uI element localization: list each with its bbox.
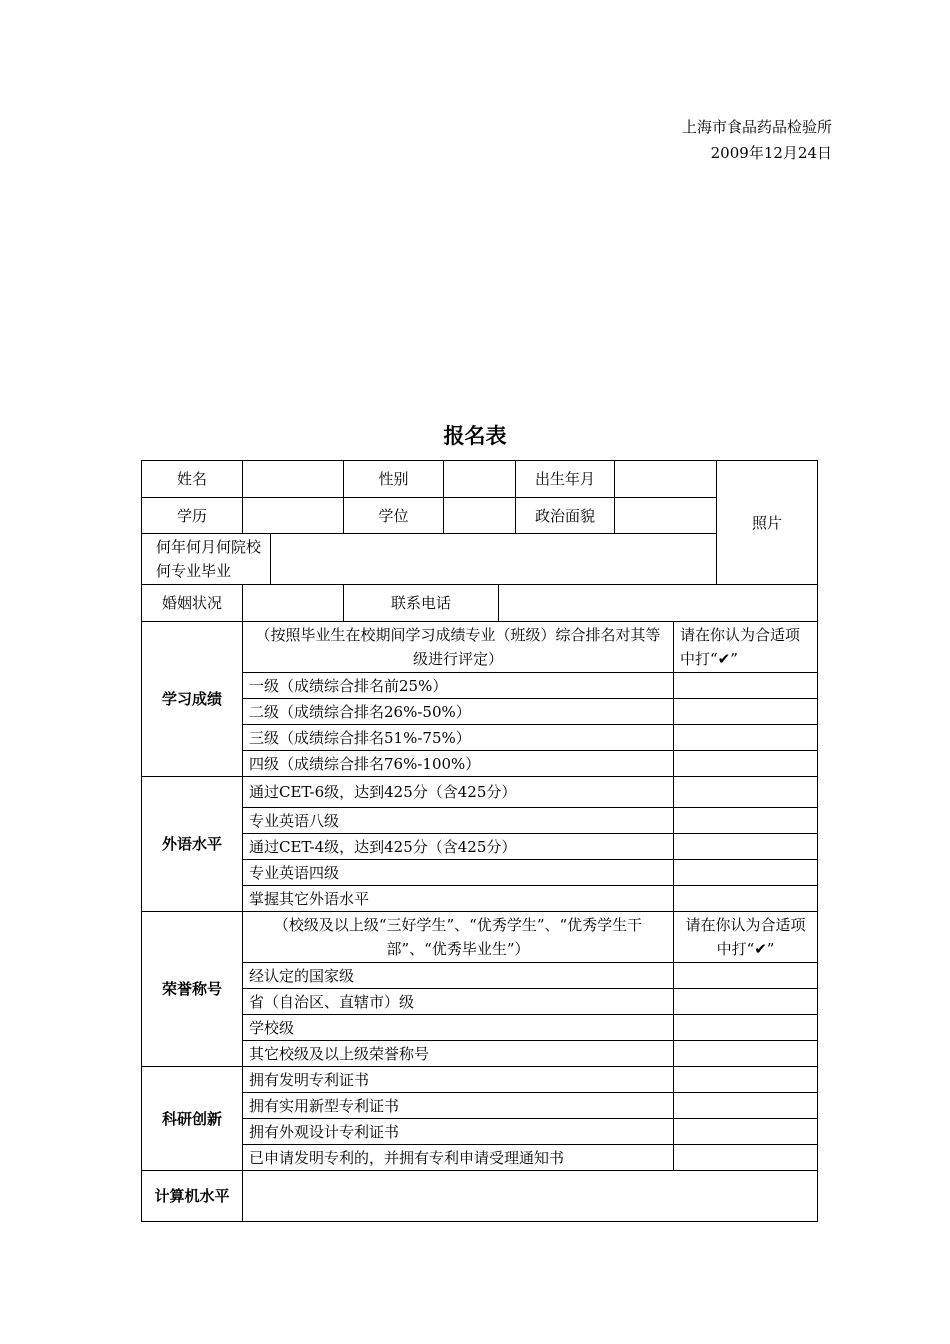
language-check-cell[interactable] — [674, 886, 818, 912]
name-field[interactable] — [243, 461, 344, 498]
graduation-label: 何年何月何院校何专业毕业 — [142, 534, 271, 585]
honor-check-header: 请在你认为合适项中打“✔” — [674, 912, 818, 963]
honor-row — [142, 989, 818, 1015]
degree-field[interactable] — [444, 498, 516, 534]
birth-field[interactable] — [615, 461, 717, 498]
document-header — [682, 114, 832, 166]
language-check-cell[interactable] — [674, 777, 818, 808]
basic-row-2 — [142, 498, 818, 534]
basic-row-3 — [142, 534, 818, 585]
language-row — [142, 886, 818, 912]
language-item: 专业英语四级 — [243, 860, 674, 886]
language-check-cell[interactable] — [674, 834, 818, 860]
basic-row-4 — [142, 585, 818, 622]
research-check-cell[interactable] — [674, 1119, 818, 1145]
language-row — [142, 834, 818, 860]
academic-item: 三级（成绩综合排名51%-75%） — [243, 725, 674, 751]
honor-item: 其它校级及以上级荣誉称号 — [243, 1041, 674, 1067]
basic-row-1 — [142, 461, 818, 498]
marital-field[interactable] — [243, 585, 344, 622]
academic-check-cell[interactable] — [674, 751, 818, 777]
honor-item: 学校级 — [243, 1015, 674, 1041]
honor-header-row — [142, 912, 818, 963]
graduation-field[interactable] — [271, 534, 717, 585]
honor-row — [142, 1041, 818, 1067]
academic-row — [142, 725, 818, 751]
academic-row — [142, 751, 818, 777]
honor-item: 经认定的国家级 — [243, 963, 674, 989]
academic-header-row — [142, 622, 818, 673]
research-item: 已申请发明专利的，并拥有专利申请受理通知书 — [243, 1145, 674, 1171]
research-item: 拥有实用新型专利证书 — [243, 1093, 674, 1119]
honor-check-cell[interactable] — [674, 1041, 818, 1067]
computer-label: 计算机水平 — [142, 1171, 243, 1222]
name-label: 姓名 — [142, 461, 243, 498]
academic-check-header: 请在你认为合适项中打“✔” — [674, 622, 818, 673]
research-check-cell[interactable] — [674, 1093, 818, 1119]
computer-row — [142, 1171, 818, 1222]
academic-label: 学习成绩 — [142, 622, 243, 777]
research-item: 拥有外观设计专利证书 — [243, 1119, 674, 1145]
language-item: 专业英语八级 — [243, 808, 674, 834]
academic-item: 二级（成绩综合排名26%-50%） — [243, 699, 674, 725]
language-row — [142, 777, 818, 808]
gender-field[interactable] — [444, 461, 516, 498]
research-row — [142, 1067, 818, 1093]
academic-row — [142, 673, 818, 699]
education-label: 学历 — [142, 498, 243, 534]
academic-row — [142, 699, 818, 725]
language-row — [142, 808, 818, 834]
document-date: 2009年12月24日 — [710, 144, 832, 162]
research-label: 科研创新 — [142, 1067, 243, 1171]
academic-item: 一级（成绩综合排名前25%） — [243, 673, 674, 699]
honor-label: 荣誉称号 — [142, 912, 243, 1067]
photo-box[interactable]: 照片 — [717, 461, 818, 585]
academic-check-cell[interactable] — [674, 699, 818, 725]
education-field[interactable] — [243, 498, 344, 534]
registration-form-table — [141, 460, 818, 1222]
language-item: 掌握其它外语水平 — [243, 886, 674, 912]
academic-check-cell[interactable] — [674, 725, 818, 751]
honor-note: （校级及以上级“三好学生”、“优秀学生”、“优秀学生干部”、“优秀毕业生”） — [243, 912, 674, 963]
language-row — [142, 860, 818, 886]
research-row — [142, 1093, 818, 1119]
political-label: 政治面貌 — [516, 498, 615, 534]
honor-row — [142, 963, 818, 989]
language-check-cell[interactable] — [674, 860, 818, 886]
academic-item: 四级（成绩综合排名76%-100%） — [243, 751, 674, 777]
research-row — [142, 1145, 818, 1171]
degree-label: 学位 — [344, 498, 444, 534]
phone-field[interactable] — [499, 585, 818, 622]
research-check-cell[interactable] — [674, 1145, 818, 1171]
language-item: 通过CET-4级，达到425分（含425分） — [243, 834, 674, 860]
birth-label: 出生年月 — [516, 461, 615, 498]
organization-name: 上海市食品药品检验所 — [681, 118, 832, 136]
honor-check-cell[interactable] — [674, 1015, 818, 1041]
honor-check-cell[interactable] — [674, 963, 818, 989]
marital-label: 婚姻状况 — [142, 585, 243, 622]
research-item: 拥有发明专利证书 — [243, 1067, 674, 1093]
language-item: 通过CET-6级，达到425分（含425分） — [243, 777, 674, 808]
gender-label: 性别 — [344, 461, 444, 498]
honor-row — [142, 1015, 818, 1041]
language-check-cell[interactable] — [674, 808, 818, 834]
honor-check-cell[interactable] — [674, 989, 818, 1015]
honor-item: 省（自治区、直辖市）级 — [243, 989, 674, 1015]
research-row — [142, 1119, 818, 1145]
phone-label: 联系电话 — [344, 585, 499, 622]
form-title: 报名表 — [443, 424, 507, 448]
language-label: 外语水平 — [142, 777, 243, 912]
computer-field[interactable] — [243, 1171, 818, 1222]
political-field[interactable] — [615, 498, 717, 534]
research-check-cell[interactable] — [674, 1067, 818, 1093]
academic-note: （按照毕业生在校期间学习成绩专业（班级）综合排名对其等级进行评定） — [243, 622, 674, 673]
academic-check-cell[interactable] — [674, 673, 818, 699]
